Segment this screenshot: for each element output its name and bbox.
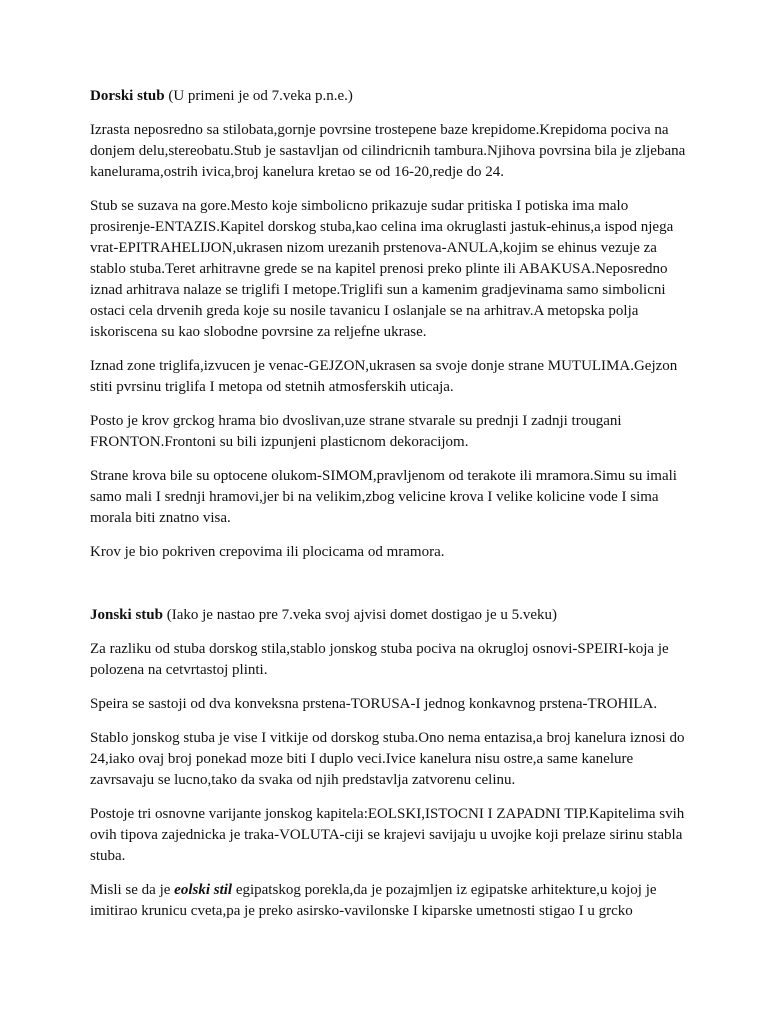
paragraph-text: egipatskog porekla,da je pozajmljen iz egipatske arhitekture,u kojoj je imitirao krunicu cveta,pa je preko asirsko-vavilonske I kiparske umetnosti stigao I u grcko [90,882,657,919]
paragraph-with-emphasis [90,880,686,922]
section-heading-jonski [90,605,686,626]
section-title: Jonski stub [90,607,163,623]
paragraph: Krov je bio pokriven crepovima ili plocicama od mramora. [90,544,445,560]
paragraph: Posto je krov grckog hrama bio dvoslivan,uze strane stvarale su prednji I zadnji trougani FRONTON.Frontoni su bili izpunjeni plasticnom dekoracijom. [90,413,622,450]
paragraph: Stub se suzava na gore.Mesto koje simbolicno prikazuje sudar pritiska I potiska ima malo prosirenje-ENTAZIS.Kapitel dorskog stuba,kao celina ima okruglasti jastuk-ehinus,a ispod njega vrat-EPITRAHELIJON,ukrasen nizom urezanih prstenova-ANULA,kojim se ehinus vezuje za stablo stuba.Teret arhitravne grede se na kapitel prenosi preko plinte ili ABAKUSA.Neposredno iznad arhitrava nalaze se triglifi I metope.Triglifi sun a kamenim gradjevinama samo simbolicni ostaci cela drvenih greda koje su nosile tavanicu I oslanjale se na arhitrav.A metopska polja iskoriscena su kao slobodne povrsine za reljefne ukrase. [90,198,674,340]
section-title: Dorski stub [90,88,165,104]
paragraph: Stablo jonskog stuba je vise I vitkije od dorskog stuba.Ono nema entazisa,a broj kanelura iznosi do 24,iako ovaj broj ponekad moze biti I duplo veci.Ivice kanelura nisu ostre,a same kanelure zavrsavaju se lucno,tako da svaka od njih predstavlja zatvorenu celinu. [90,730,685,788]
document-page [90,86,686,935]
paragraph: Izrasta neposredno sa stilobata,gornje povrsine trostepene baze krepidome.Krepidoma pociva na donjem delu,stereobatu.Stub je sastavljan od cilindricnih tambura.Njihova povrsina bila je zljebana kanelurama,ostrih ivica,broj kanelura kretao se od 16-20,redje do 24. [90,122,686,180]
section-subtitle: (Iako je nastao pre 7.veka svoj ajvisi domet dostigao je u 5.veku) [162,607,558,623]
emphasized-term: eolski stil [174,882,233,898]
paragraph: Strane krova bile su optocene olukom-SIMOM,pravljenom od terakote ili mramora.Simu su imali samo mali I srednji hramovi,jer bi na velikim,zbog velicine krova I velike kolicine vode I sima morala biti znatno visa. [90,468,677,526]
paragraph: Speira se sastoji od dva konveksna prstena-TORUSA-I jednog konkavnog prstena-TROHILA. [90,696,658,712]
section-spacer [90,576,686,605]
section-heading-dorski [90,86,686,107]
paragraph-text: Misli se da je [90,882,175,898]
section-subtitle: (U primeni je od 7.veka p.n.e.) [164,88,353,104]
paragraph: Za razliku od stuba dorskog stila,stablo jonskog stuba pociva na okrugloj osnovi-SPEIRI-koja je polozena na cetvrtastoj plinti. [90,641,669,678]
paragraph: Postoje tri osnovne varijante jonskog kapitela:EOLSKI,ISTOCNI I ZAPADNI TIP.Kapitelima svih ovih tipova zajednicka je traka-VOLUTA-ciji se krajevi savijaju u uvojke koji prelaze sirinu stabla stuba. [90,806,685,864]
paragraph: Iznad zone triglifa,izvucen je venac-GEJZON,ukrasen sa svoje donje strane MUTULIMA.Gejzon stiti pvrsinu triglifa I metopa od stetnih atmosferskih uticaja. [90,358,678,395]
